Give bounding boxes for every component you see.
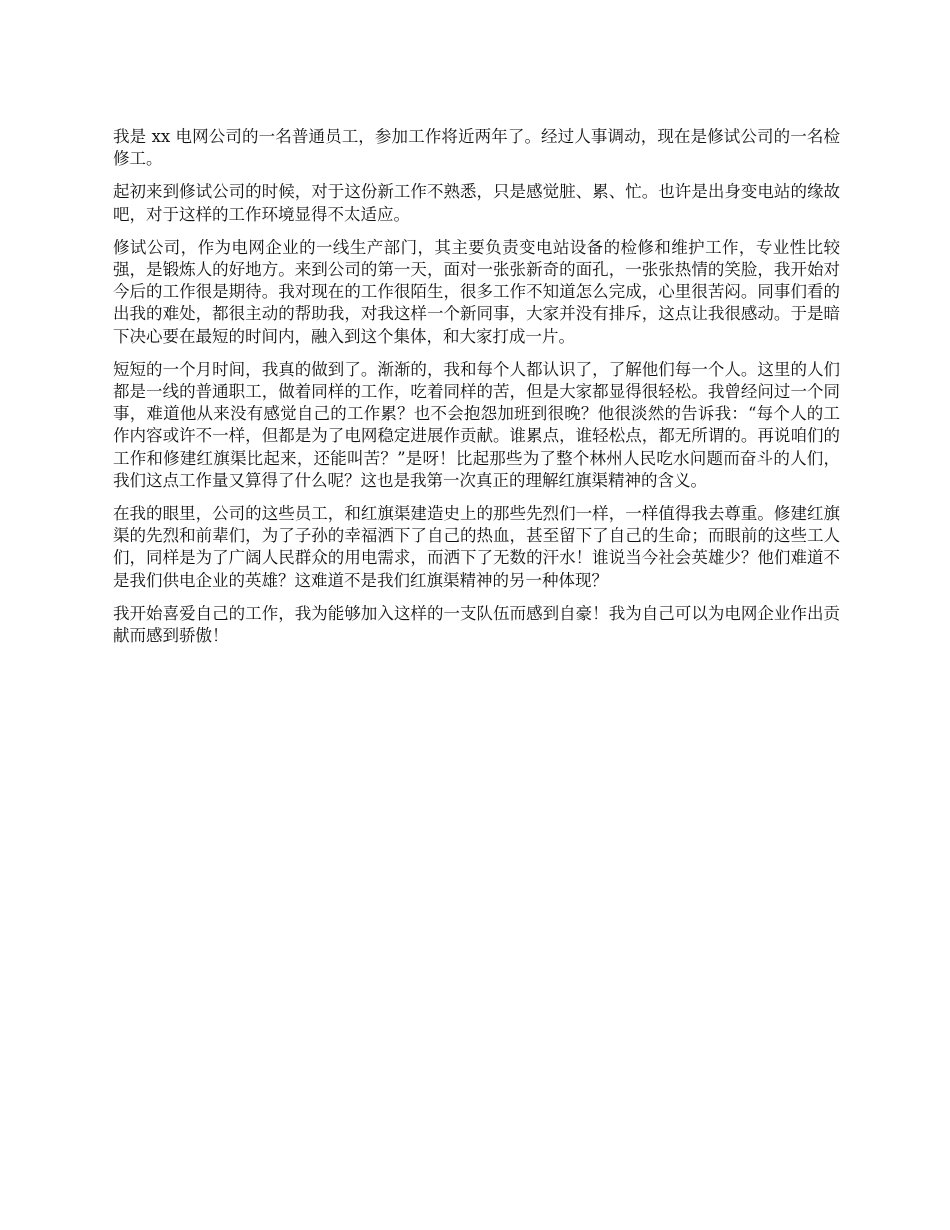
paragraph-6: 我开始喜爱自己的工作，我为能够加入这样的一支队伍而感到自豪！我为自己可以为电网企业作出贡献而感到骄傲！ (113, 603, 840, 646)
paragraph-1: 我是 xx 电网公司的一名普通员工，参加工作将近两年了。经过人事调动，现在是修试公司的一名检修工。 (113, 127, 840, 169)
paragraph-5: 在我的眼里，公司的这些员工，和红旗渠建造史上的那些先烈们一样，一样值得我去尊重。修建红旗渠的先烈和前辈们，为了子孙的幸福洒下了自己的热血，甚至留下了自己的生命；而眼前的这些工人们，同样是为了广阔人民群众的用电需求，而洒下了无数的汗水！谁说当今社会英雄少？他们难道不是我们供电企业的英雄？这难道不是我们红旗渠精神的另一种体现？ (113, 504, 840, 590)
paragraph-4: 短短的一个月时间，我真的做到了。渐渐的，我和每个人都认识了，了解他们每一个人。这里的人们都是一线的普通职工，做着同样的工作，吃着同样的苦，但是大家都显得很轻松。我曾经问过一个同事，难道他从来没有感觉自己的工作累？也不会抱怨加班到很晚？他很淡然的告诉我：“每个人的工作内容或许不一样，但都是为了电网稳定进展作贡献。谁累点，谁轻松点，都无所谓的。再说咱们的工作和修建红旗渠比起来，还能叫苦？”是呀！比起那些为了整个林州人民吃水问题而奋斗的人们，我们这点工作量又算得了什么呢？这也是我第一次真正的理解红旗渠精神的含义。 (113, 359, 840, 490)
document-body (113, 126, 840, 658)
paragraph-3: 修试公司，作为电网企业的一线生产部门，其主要负责变电站设备的检修和维护工作，专业性比较强，是锻炼人的好地方。来到公司的第一天，面对一张张新奇的面孔，一张张热情的笑脸，我开始对今后的工作很是期待。我对现在的工作很陌生，很多工作不知道怎么完成，心里很苦闷。同事们看的出我的难处，都很主动的帮助我，对我这样一个新同事，大家并没有排斥，这点让我很感动。于是暗下决心要在最短的时间内，融入到这个集体，和大家打成一片。 (113, 237, 840, 346)
paragraph-2: 起初来到修试公司的时候，对于这份新工作不熟悉，只是感觉脏、累、忙。也许是出身变电站的缘故吧，对于这样的工作环境显得不太适应。 (113, 182, 840, 224)
